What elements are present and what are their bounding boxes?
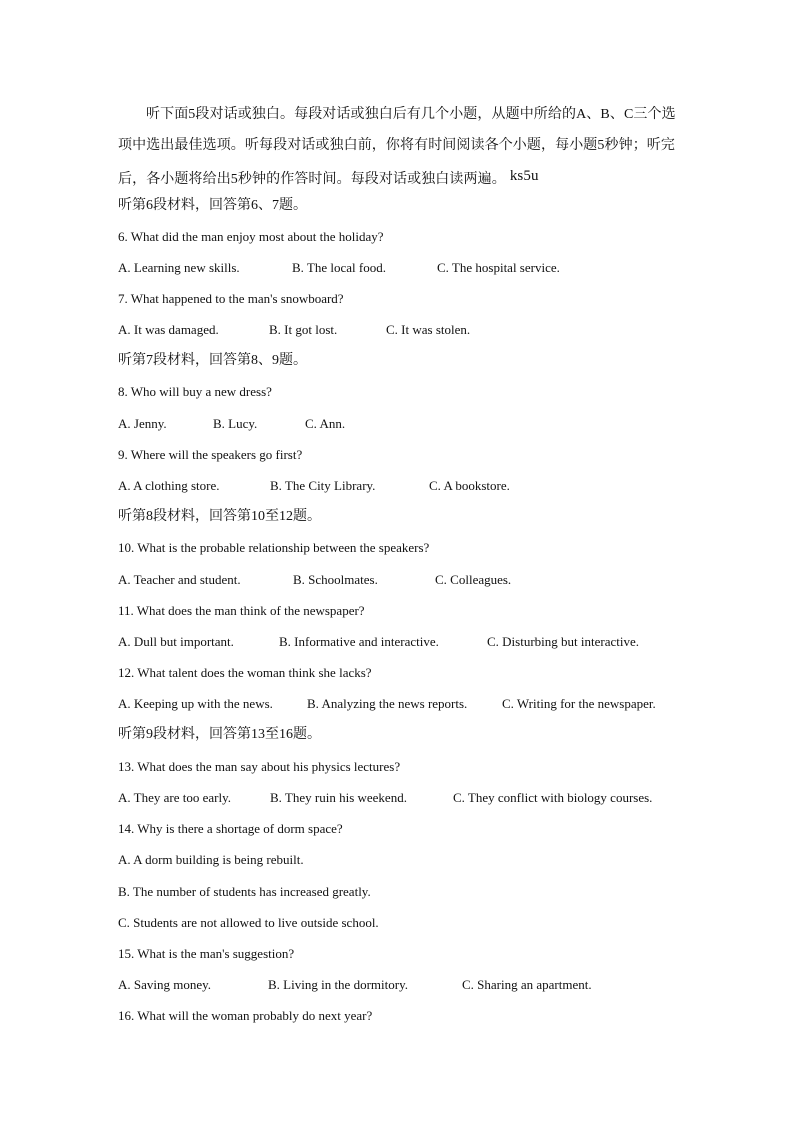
question-12-stem: 12. What talent does the woman think she lacks?	[118, 665, 372, 680]
question-7-options	[118, 320, 470, 340]
question-9-option-a: A. A clothing store.	[118, 478, 220, 493]
question-11-option-a: A. Dull but important.	[118, 634, 234, 649]
question-11-options	[118, 632, 639, 652]
question-9-stem: 9. Where will the speakers go first?	[118, 447, 303, 462]
question-16-stem: 16. What will the woman probably do next year?	[118, 1008, 373, 1023]
question-15-stem: 15. What is the man's suggestion?	[118, 946, 295, 961]
question-8-option-a: A. Jenny.	[118, 416, 167, 431]
question-6-options	[118, 258, 560, 278]
question-12-options	[118, 694, 656, 714]
question-10-option-c: C. Colleagues.	[435, 572, 512, 587]
question-14-option-b: B. The number of students has increased greatly.	[118, 884, 371, 899]
question-9-options	[118, 476, 510, 496]
question-7-option-c: C. It was stolen.	[386, 322, 471, 337]
question-14-stem: 14. Why is there a shortage of dorm space?	[118, 821, 343, 836]
question-9-option-b: B. The City Library.	[270, 478, 376, 493]
question-11-option-c: C. Disturbing but interactive.	[487, 634, 640, 649]
question-9-option-c: C. A bookstore.	[429, 478, 510, 493]
question-12-option-c: C. Writing for the newspaper.	[502, 696, 656, 711]
question-13-option-a: A. They are too early.	[118, 790, 231, 805]
question-12-option-b: B. Analyzing the news reports.	[307, 696, 468, 711]
section-heading-7: 听第7段材料，回答第8、9题。	[118, 353, 307, 368]
question-8-option-c: C. Ann.	[305, 416, 346, 431]
instructions-text: 听下面5段对话或独白。每段对话或独白后有几个小题，从题中所给的A、B、C三个选项中选出最佳选项。听每段对话或独白前，你将有时间阅读各个小题，每小题5秒钟；听完后，各小题将给出5秒钟的作答时间。每段对话或独白读两遍。	[118, 107, 676, 187]
question-7-option-b: B. It got lost.	[269, 322, 338, 337]
section-heading-8: 听第8段材料，回答第10至12题。	[118, 509, 321, 524]
question-7-stem: 7. What happened to the man's snowboard?	[118, 291, 344, 306]
question-11-option-b: B. Informative and interactive.	[279, 634, 439, 649]
question-10-stem: 10. What is the probable relationship between the speakers?	[118, 540, 430, 555]
instructions-paragraph	[118, 99, 678, 195]
question-13-options	[118, 788, 652, 808]
question-8-options	[118, 414, 345, 434]
question-13-option-c: C. They conflict with biology courses.	[453, 790, 653, 805]
question-6-option-a: A. Learning new skills.	[118, 260, 240, 275]
question-13-stem: 13. What does the man say about his physics lectures?	[118, 759, 401, 774]
question-8-stem: 8. Who will buy a new dress?	[118, 384, 272, 399]
question-15-options	[118, 975, 592, 995]
question-13-option-b: B. They ruin his weekend.	[270, 790, 407, 805]
question-14-option-c: C. Students are not allowed to live outside school.	[118, 915, 379, 930]
watermark-text: ks5u	[509, 168, 539, 184]
question-15-option-a: A. Saving money.	[118, 977, 212, 992]
question-6-stem: 6. What did the man enjoy most about the holiday?	[118, 229, 384, 244]
question-11-stem: 11. What does the man think of the newspaper?	[118, 603, 365, 618]
section-heading-9: 听第9段材料，回答第13至16题。	[118, 727, 321, 742]
question-6-option-c: C. The hospital service.	[437, 260, 560, 275]
question-12-option-a: A. Keeping up with the news.	[118, 696, 273, 711]
question-10-options	[118, 570, 511, 590]
question-10-option-b: B. Schoolmates.	[293, 572, 378, 587]
section-heading-6: 听第6段材料，回答第6、7题。	[118, 198, 307, 213]
question-14-option-a: A. A dorm building is being rebuilt.	[118, 852, 304, 867]
question-8-option-b: B. Lucy.	[213, 416, 258, 431]
question-10-option-a: A. Teacher and student.	[118, 572, 241, 587]
question-7-option-a: A. It was damaged.	[118, 322, 219, 337]
question-6-option-b: B. The local food.	[292, 260, 386, 275]
question-15-option-c: C. Sharing an apartment.	[462, 977, 592, 992]
question-15-option-b: B. Living in the dormitory.	[268, 977, 408, 992]
